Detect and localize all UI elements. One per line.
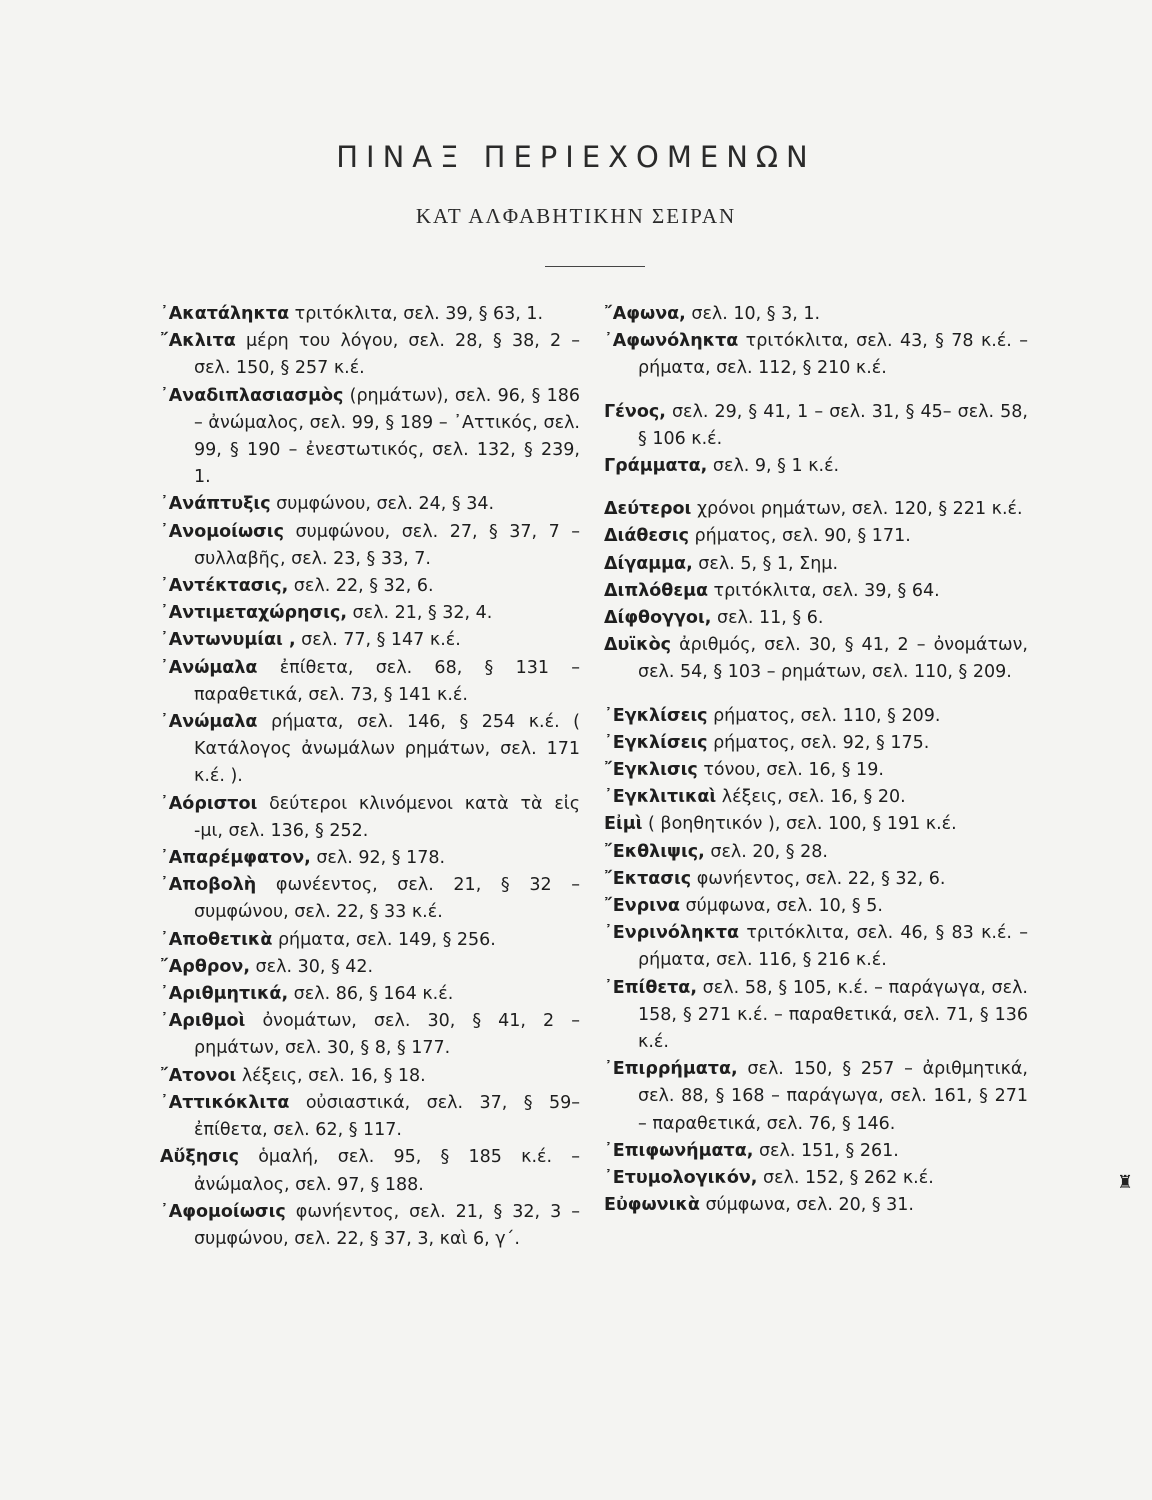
index-reference: σελ. 150, § 257 – ἀριθμητικά, σελ. 88, § 168 – παράγωγα, σελ. 161, § 271 – παραθετικά, σελ. 76, § 146. xyxy=(638,1059,1028,1134)
index-reference: συμφώνου, σελ. 27, § 37, 7 – συλλαβῆς, σελ. 23, § 33, 7. xyxy=(194,521,580,569)
index-reference: ρήματος, σελ. 90, § 171. xyxy=(688,526,911,547)
index-entry xyxy=(160,872,580,926)
index-term: ᾿Εγκλίσεις xyxy=(604,705,708,726)
index-reference: σελ. 9, § 1 κ.έ. xyxy=(707,456,840,477)
index-term: Διπλόθεμα xyxy=(604,580,708,601)
index-reference: (ρημάτων), σελ. 96, § 186 – ἀνώμαλος, σελ. 99, § 189 – ᾿Αττικός, σελ. 99, § 190 – ἐνεστωτικός, σελ. 132, § 239, 1. xyxy=(194,385,580,488)
index-term: ᾿Εγκλίσεις xyxy=(604,732,708,753)
index-entry xyxy=(604,605,1028,632)
index-reference: χρόνοι ρημάτων, σελ. 120, § 221 κ.έ. xyxy=(691,499,1023,520)
index-reference: σελ. 10, § 3, 1. xyxy=(685,304,821,324)
index-entry xyxy=(604,703,1028,730)
index-reference: λέξεις, σελ. 16, § 20. xyxy=(716,787,906,808)
index-reference: σελ. 21, § 32, 4. xyxy=(346,603,493,624)
index-reference: σελ. 22, § 32, 6. xyxy=(288,576,434,597)
index-entry xyxy=(604,784,1028,811)
index-term: Εἰμὶ xyxy=(604,814,643,835)
edge-mark-icon: ♜ xyxy=(1117,1172,1134,1193)
index-entry xyxy=(160,1144,580,1198)
index-term: ῎Αφωνα, xyxy=(604,304,686,324)
index-term: ᾿Αντιμεταχώρησις, xyxy=(160,603,347,624)
index-term: ᾿Εγκλιτικαὶ xyxy=(604,787,717,808)
index-term: ᾿Αττικόκλιτα xyxy=(160,1092,290,1113)
index-term: ᾿Ανάπτυξις xyxy=(160,494,271,515)
index-entry xyxy=(604,811,1028,838)
index-reference: τριτόκλιτα, σελ. 46, § 83 κ.έ. – ρήματα, σελ. 116, § 216 κ.έ. xyxy=(638,923,1028,971)
index-entry xyxy=(160,709,580,791)
index-entry xyxy=(160,655,580,709)
index-term: ᾿Ανώμαλα xyxy=(160,712,258,733)
index-reference: ρήματα, σελ. 146, § 254 κ.έ. ( Κατάλογος ἀνωμάλων ρημάτων, σελ. 171 κ.έ. ). xyxy=(194,712,580,787)
index-entry xyxy=(604,839,1028,866)
index-reference: σελ. 58, § 105, κ.έ. – παράγωγα, σελ. 158, § 271 κ.έ. – παραθετικά, σελ. 71, § 136 κ.έ. xyxy=(638,977,1028,1053)
index-term: ᾿Αντέκτασις, xyxy=(160,576,289,597)
index-entry xyxy=(160,791,580,845)
index-column-left xyxy=(160,301,580,1253)
index-reference: σελ. 11, § 6. xyxy=(711,608,824,629)
index-reference: σελ. 77, § 147 κ.έ. xyxy=(295,630,461,651)
index-reference: ὁμαλή, σελ. 95, § 185 κ.έ. – ἀνώμαλος, σελ. 97, § 188. xyxy=(194,1147,580,1195)
index-entry xyxy=(604,757,1028,784)
index-entry xyxy=(604,1192,1028,1219)
index-reference: ὀνομάτων, σελ. 30, § 41, 2 – ρημάτων, σελ. 30, § 8, § 177. xyxy=(194,1011,580,1059)
index-entry xyxy=(160,627,580,654)
index-term: ᾿Αναδιπλασιασμὸς xyxy=(160,385,344,406)
index-entry xyxy=(604,893,1028,920)
index-reference: φωνήεντος, σελ. 21, § 32, 3 – συμφώνου, σελ. 22, § 37, 3, καὶ 6, γ΄. xyxy=(194,1201,580,1249)
index-entry xyxy=(160,1199,580,1253)
index-term: ᾿Ανομοίωσις xyxy=(160,521,284,542)
index-reference: οὐσιαστικά, σελ. 37, § 59– ἐπίθετα, σελ. 62, § 117. xyxy=(194,1092,580,1141)
index-reference: φωνέεντος, σελ. 21, § 32 – συμφώνου, σελ. 22, § 33 κ.έ. xyxy=(194,875,580,923)
index-entry xyxy=(604,730,1028,757)
index-entry xyxy=(604,301,1028,328)
index-term: Εὐφωνικὰ xyxy=(604,1195,700,1216)
index-entry xyxy=(160,845,580,872)
index-term: ᾿Επίθετα, xyxy=(604,977,697,998)
index-reference: ρήματος, σελ. 110, § 209. xyxy=(707,705,941,726)
index-term: ῎Ακλιτα xyxy=(160,331,236,352)
index-entry xyxy=(604,975,1028,1057)
index-entry xyxy=(604,1056,1028,1138)
index-entry xyxy=(160,981,580,1008)
index-reference: ἐπίθετα, σελ. 68, § 131 – παραθετικά, σελ. 73, § 141 κ.έ. xyxy=(194,657,580,705)
index-entry xyxy=(160,573,580,600)
index-term: ᾿Αφωνόληκτα xyxy=(604,331,739,352)
index-term: ᾿Αποβολὴ xyxy=(160,875,257,896)
index-reference: δεύτεροι κλινόμενοι κατὰ τὰ εἰς -μι, σελ. 136, § 252. xyxy=(194,793,580,841)
index-term: ᾿Ετυμολογικόν, xyxy=(604,1168,758,1189)
index-term: Διάθεσις xyxy=(604,526,689,547)
index-reference: σύμφωνα, σελ. 20, § 31. xyxy=(699,1195,914,1216)
index-reference: σύμφωνα, σελ. 10, § 5. xyxy=(679,896,883,917)
index-column-right xyxy=(604,301,1028,1220)
index-reference: συμφώνου, σελ. 24, § 34. xyxy=(270,494,495,515)
index-reference: τριτόκλιτα, σελ. 39, § 64. xyxy=(707,580,940,601)
index-reference: σελ. 5, § 1, Σημ. xyxy=(692,553,839,574)
index-term: ᾿Αριθμητικά, xyxy=(160,984,289,1005)
index-entry xyxy=(160,1090,580,1144)
index-term: ᾿Αντωνυμίαι , xyxy=(160,630,296,651)
index-entry xyxy=(604,328,1028,382)
index-reference: φωνήεντος, σελ. 22, § 32, 6. xyxy=(691,868,946,889)
index-term: ᾿Ανώμαλα xyxy=(160,657,258,678)
index-reference: ρήματος, σελ. 92, § 175. xyxy=(707,732,930,753)
index-term: ῎Εκτασις xyxy=(604,868,692,889)
index-reference: λέξεις, σελ. 16, § 18. xyxy=(236,1065,426,1086)
page-subtitle: ΚΑΤ ΑΛΦΑΒΗΤΙΚΗΝ ΣΕΙΡΑΝ xyxy=(415,204,737,228)
index-reference: σελ. 29, § 41, 1 – σελ. 31, § 45– σελ. 58, § 106 κ.έ. xyxy=(638,401,1028,449)
index-entry xyxy=(604,551,1028,578)
index-reference: ( βοηθητικόν ), σελ. 100, § 191 κ.έ. xyxy=(642,814,957,835)
index-entry xyxy=(160,519,580,573)
index-reference: σελ. 30, § 42. xyxy=(249,956,374,977)
index-reference: σελ. 86, § 164 κ.έ. xyxy=(288,984,454,1005)
index-term: ᾿Ακατάληκτα xyxy=(160,304,290,324)
index-entry xyxy=(604,523,1028,550)
index-term: ᾿Ενρινόληκτα xyxy=(604,923,740,944)
index-term: ῎Ατονοι xyxy=(160,1065,237,1086)
index-entry xyxy=(160,328,580,382)
index-entry xyxy=(604,1165,1028,1192)
page-title: ΠΙΝΑΞ ΠΕΡΙΕΧΟΜΕΝΩΝ xyxy=(336,140,816,174)
index-term: ῎Εγκλισις xyxy=(604,760,698,781)
index-entry xyxy=(160,301,580,328)
index-term: ᾿Αποθετικὰ xyxy=(160,929,273,950)
index-reference: σελ. 152, § 262 κ.έ. xyxy=(757,1168,934,1189)
index-reference: ἀριθμός, σελ. 30, § 41, 2 – ὀνομάτων, σελ. 54, § 103 – ρημάτων, σελ. 110, § 209. xyxy=(638,635,1028,683)
index-term: Δεύτεροι xyxy=(604,499,692,520)
index-entry xyxy=(604,1138,1028,1165)
index-entry xyxy=(160,1008,580,1062)
index-reference: τριτόκλιτα, σελ. 39, § 63, 1. xyxy=(289,304,544,324)
index-term: ῎Αρθρον, xyxy=(160,956,250,977)
index-term: ᾿Αριθμοὶ xyxy=(160,1011,246,1032)
index-term: Δίγαμμα, xyxy=(604,553,693,574)
index-entry xyxy=(160,383,580,492)
index-entry xyxy=(604,496,1028,523)
index-reference: σελ. 20, § 28. xyxy=(704,841,828,862)
title-divider xyxy=(545,266,645,267)
index-term: ᾿Επιρρήματα, xyxy=(604,1059,738,1080)
index-reference: ρήματα, σελ. 149, § 256. xyxy=(272,929,496,950)
index-term: Δυϊκὸς xyxy=(604,635,672,656)
index-entry xyxy=(160,1063,580,1090)
index-term: ᾿Απαρέμφατον, xyxy=(160,848,311,869)
index-entry xyxy=(160,491,580,518)
index-term: Δίφθογγοι, xyxy=(604,608,712,629)
index-reference: σελ. 151, § 261. xyxy=(753,1140,899,1161)
index-term: ῎Ενρινα xyxy=(604,896,680,917)
index-entry xyxy=(604,578,1028,605)
index-term: Αὔξησις xyxy=(160,1147,239,1168)
index-term: ᾿Αόριστοι xyxy=(160,793,258,814)
index-entry xyxy=(160,927,580,954)
index-entry xyxy=(160,600,580,627)
index-entry xyxy=(604,920,1028,974)
index-reference: τόνου, σελ. 16, § 19. xyxy=(697,760,884,781)
index-term: Γράμματα, xyxy=(604,456,708,477)
index-term: ᾿Επιφωνήματα, xyxy=(604,1140,754,1161)
index-entry xyxy=(604,632,1028,686)
index-term: Γένος, xyxy=(604,401,666,422)
index-entry xyxy=(604,453,1028,480)
index-reference: τριτόκλιτα, σελ. 43, § 78 κ.έ. – ρήματα, σελ. 112, § 210 κ.έ. xyxy=(638,331,1028,379)
index-entry xyxy=(160,954,580,981)
index-reference: σελ. 92, § 178. xyxy=(310,848,446,869)
index-term: ῎Εκθλιψις, xyxy=(604,841,705,862)
index-reference: μέρη του λόγου, σελ. 28, § 38, 2 – σελ. 150, § 257 κ.έ. xyxy=(194,331,580,379)
index-entry xyxy=(604,399,1028,453)
index-entry xyxy=(604,866,1028,893)
index-term: ᾿Αφομοίωσις xyxy=(160,1201,286,1222)
